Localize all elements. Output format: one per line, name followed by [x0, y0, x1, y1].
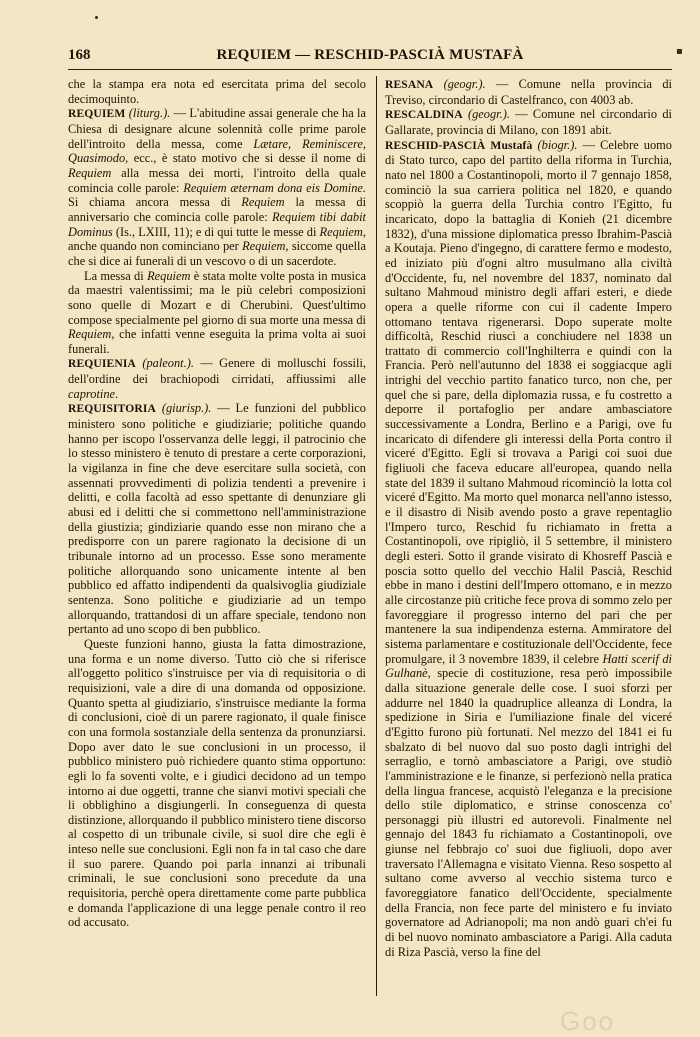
category: (liturg.).	[128, 106, 171, 121]
category: (biogr.).	[537, 137, 578, 152]
headword: RESANA	[385, 78, 434, 91]
margin-mark: ▪	[676, 46, 683, 57]
left-column	[68, 77, 366, 997]
category: (geogr.).	[443, 77, 486, 91]
running-title: REQUIEM — RESCHID-PASCIÀ MUSTAFÀ	[216, 47, 524, 63]
headword: REQUISITORIA	[68, 402, 156, 416]
category: (giurisp.).	[161, 401, 212, 416]
entry-rescaldina: RESCALDINA (geogr.). — Comune nel circondario di Gallarate, provincia di Milano, con 1891 abit.	[385, 107, 672, 137]
continuation-paragraph: che la stampa era nota ed esercitata prima del secolo decimoquinto.	[68, 77, 366, 106]
entry-resana: RESANA (geogr.). — Comune nella provincia di Treviso, circondario di Castelfranco, con 4003 ab.	[385, 77, 672, 107]
entry-requiem: REQUIEM (liturg.). — L'abitudine assai generale che ha la Chiesa di designare alcune solennità colle prime parole dell'introito della messa, come Lætare, Reminiscere, Quasimodo, ecc., è stato motivo che si desse il nome di Requiem alla messa dei morti, l'introito della quale comincia colle parole: Requiem æternam dona eis Domine. Si chiama ancora messa di Requiem la messa di anniversario che comincia colle parole: Requiem tibi dabit Dominus (Is., LXIII, 11); e di qui tutte le messe di Requiem, anche quando non cominciano per Requiem, siccome quella che si dice ai funerali di un vescovo o di un sacerdote.	[68, 106, 366, 268]
scan-watermark: Goo	[560, 1006, 616, 1036]
entry-requisitoria: REQUISITORIA (giurisp.). — Le funzioni del pubblico ministero sono politiche e giudiziarie; politiche quando hanno per iscopo l'osservanza delle leggi, il patrocinio che lo stesso ministero è tenuto di prestare a certe corporazioni, la vigilanza in fine che deve esercitare sulla società, con assennati provvedimenti di polizia tendenti a prevenire i delitti, e colla facoltà ad esso spettante di denunziare gli abusi ed i delitti che si commettono nell'amministrazione della giustizia; gindiziarie quando esse non mirano che a predisporre con un parere ragionato la decisione di un tribunale intorno ad un processo. Esse sono meramente politiche allorquando sono unicamente intente al ben pubblico ed affatto indipendenti da qualsivoglia giudiziale sentenza. Sono politiche e giudiziarie ad un tempo allorquando, trattandosi di un affare speciale, tendono non pertanto ad uno scopo di ben pubblico.	[68, 401, 366, 637]
headword: RESCALDINA	[385, 108, 463, 122]
column-rule	[376, 76, 377, 996]
right-column	[385, 77, 672, 997]
ink-dot	[95, 16, 98, 19]
entry-requienia: REQUIENIA (paleont.). — Genere di molluschi fossili, dell'ordine dei brachiopodi cirridati, affiussimi alle caprotine.	[68, 356, 366, 401]
running-header	[68, 47, 672, 67]
category: (paleont.).	[142, 356, 194, 371]
entry-reschid-pascia: RESCHID-PASCIÀ Mustafà (biogr.). — Celebre uomo di Stato turco, capo del partito della riforma in Turchia, nato nel 1800 a Costantinopoli, morto il 7 gennajo 1858, cominciò la sua carriera politica nel 1820, e quando scoppiò la guerra della Turchia contro l'Egitto, fu incaricato, dopo la battaglia di Konieh (21 dicembre 1832), d'una missione diplomatica presso Ibrahim-Pascià a Koutaja. Pieno d'ingegno, di carattere fermo e modesto, ed iniziato più d'ogni altro musulmano alla civiltà d'Occidente, fu, nel novembre del 1837, nominato dal sultano Mahmoud ministro degli affari esteri, e diede opera a quelle riforme con cui il cadente Impero ottomano tentava rigenerarsi. Dopo superate molte difficoltà, Reschid riuscì a conchiudere nel 1838 un trattato di commercio coll'Inghilterra e quindi con la Francia. Però nell'autunno del 1838 ei soggiacque agli intrighi del vecchio partito fanatico turco, non che, per quel che si pare, della diplomazia russa, e fu costretto a deporre il portafoglio per andare ambasciatore successivamente a Londra, Berlino e a Parigi, ove fu incaricato di difendere gli interessi della Porta contro il viceré d'Egitto. Egli si trovava a Parigi coi suoi due figliuoli che faceva educare all'europea, quando nella state del 1839 il sultano Mahmoud ricominciò la lotta col viceré d'Egitto. Ma morto quel monarca nell'anno istesso, e il disastro di Nisib avendo posto a grave repentaglio l'Impero turco, Reschid fu richiamato in fretta a Costantinopoli, ove ripigliò, il 5 settembre, il ministero degli esteri. Sotto il grande visirato di Khosreff Pascià e poscia sotto quello del vecchio Halil Pascià, Reschid ebbe in mano i destini dell'Impero ottomano, e in mezzo alle circostanze più critiche fece prova di sommo zelo per favoreggiare il progresso interno del pari che per mantenere la sua indipendenza esterna. Ammiratore del sistema parlamentare e costituzionale dell'Occidente, fece promulgare, il 3 novembre 1839, il celebre Hatti scerif di Gulhanè, specie di costituzione, resa però impossibile dalla situazione generale delle cose. I suoi sforzi per addurre nel 1840 la quadruplice alleanza di Londra, la spedizione in Siria e l'umiliazione finale del viceré d'Egitto furono più fortunati. Nel mezzo del 1841 ei fu sbalzato di bel nuovo dal suo posto dagli intrighi del serraglio, e tornò ambasciatore a Parigi, ove studiò l'amministrazione e le finanze, si perfezionò nella pratica della lingua francese, acquistò l'eleganza e la precisione dello stile diplomatico, e strinse conoscenza co' personaggi più illustri ed autorevoli. Finalmente nel gennajo del 1843 fu richiamato a Costantinopoli, ove giunse nel febbrajo co' suoi due figliuoli, dopo aver traversato l'Allemagna e visitato Vienna. Reso sospetto al sultano come avverso al vecchio sistema turco e favoreggiatore fanatico dell'Occidente, specialmente della Francia, non fece parte del ministero e fu inviato governatore ad Adrianopoli; ma non andò guari ch'ei fu di bel nuovo nominato ambasciatore a Parigi. Alla caduta di Riza Pascià, verso la fine del	[385, 137, 672, 959]
headword: REQUIENIA	[68, 357, 136, 371]
headword: REQUIEM	[68, 107, 126, 121]
headword: RESCHID-PASCIÀ Mustafà	[385, 138, 533, 152]
paragraph: La messa di Requiem è stata molte volte posta in musica da maestri valentissimi; ma le più celebri composizioni sono quelle di Mozart e di Cherubini. Quest'ultimo compose specialmente pel giorno di sua morte una messa di Requiem, che infatti venne eseguita la prima volta ai suoi funerali.	[68, 268, 366, 356]
header-rule	[68, 69, 672, 70]
category: (geogr.).	[467, 107, 510, 122]
paragraph: Queste funzioni hanno, giusta la fatta dimostrazione, una forma e un nome diverso. Tutto ciò che si riferisce all'oggetto politico s'instruisce per via di requisitoria o di requisizioni, vale a dire di una domanda od opposizione. Quanto spetta al giudiziario, s'instruisce mediante la forma di conclusioni, cioè di un parere ragionato, il quale finisce con una formola sostanziale della sentenza da pronunziarsi. Dopo aver dato le sue conclusioni in un processo, il pubblico ministero può richiedere quanto stima opportuno: egli lo fa soventi volte, e i giudici decidono ad un tempo intorno ai due oggetti, tranne che sianvi motivi speciali che li obblighino a disgiungerli. In conseguenza di questa distinzione, allorquando il pubblico ministero tiene discorso al cospetto di un tribunale civile, si suol dire che egli è inteso nelle sue conclusioni. Egli non fa in tal caso che dare il suo parere. Quando poi parla innanzi ai tribunali criminali, le sue conclusioni sono precedute da una requisitoria, perchè opera direttamente come parte pubblica e domanda l'applicazione di una legge penale contro il reo od accusato.	[68, 636, 366, 930]
page-number: 168	[68, 47, 91, 63]
